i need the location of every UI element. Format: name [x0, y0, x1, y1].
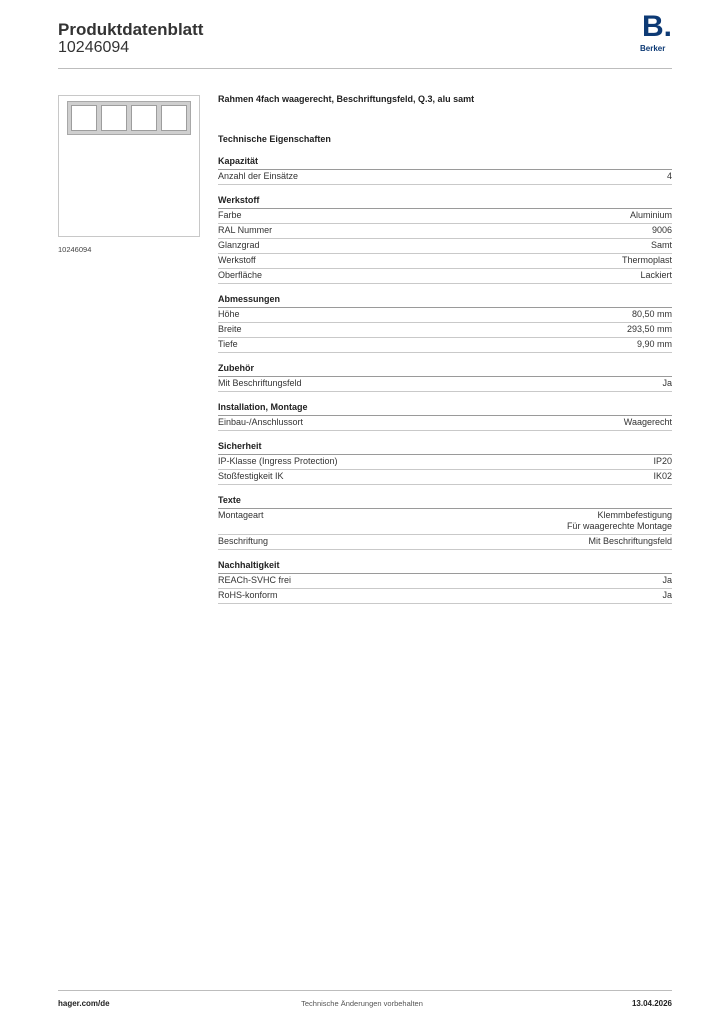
header-divider: [58, 68, 672, 69]
property-row: [218, 509, 672, 535]
group-title: Werkstoff: [218, 195, 672, 209]
product-title: Rahmen 4fach waagerecht, Beschriftungsfeld, Q.3, alu samt: [218, 94, 475, 104]
footer-date: 13.04.2026: [631, 999, 672, 1008]
frame-slot: [161, 105, 187, 131]
property-label: Montageart: [218, 510, 264, 520]
property-value: 293,50 mm: [626, 324, 672, 334]
property-row: [218, 209, 672, 224]
article-number: 10246094: [58, 39, 130, 56]
frame-4fold-icon: [67, 101, 191, 135]
logo-letter: B.: [642, 10, 672, 43]
footer-divider: [58, 990, 672, 991]
property-row: [218, 377, 672, 392]
footer-website: hager.com/de: [58, 999, 110, 1008]
property-label: Glanzgrad: [218, 240, 260, 250]
property-label: RoHS-konform: [218, 590, 278, 600]
property-value: 80,50 mm: [631, 309, 672, 319]
property-groups: [218, 156, 672, 604]
property-row: [218, 224, 672, 239]
property-value: 9006: [651, 225, 672, 235]
property-label: RAL Nummer: [218, 225, 273, 235]
property-label: Werkstoff: [218, 255, 256, 265]
property-group: [218, 402, 672, 431]
property-group: [218, 363, 672, 392]
property-group: [218, 495, 672, 550]
property-row: [218, 269, 672, 284]
property-label: Tiefe: [218, 339, 238, 349]
property-label: Farbe: [218, 210, 242, 220]
logo-text: Berker: [640, 44, 666, 53]
property-row: [218, 254, 672, 269]
property-group: [218, 195, 672, 284]
property-value: Klemmbefestigung Für waagerechte Montage: [566, 510, 672, 531]
property-group: [218, 441, 672, 485]
property-value: IP20: [653, 456, 672, 466]
group-title: Nachhaltigkeit: [218, 560, 672, 574]
property-value: 9,90 mm: [636, 339, 672, 349]
berker-logo: [640, 10, 674, 56]
product-details: [218, 94, 672, 604]
property-value: Ja: [662, 378, 672, 388]
property-row: [218, 170, 672, 185]
property-row: [218, 416, 672, 431]
property-label: Mit Beschriftungsfeld: [218, 378, 302, 388]
property-label: Höhe: [218, 309, 240, 319]
group-title: Zubehör: [218, 363, 672, 377]
property-label: Breite: [218, 324, 242, 334]
property-value: Lackiert: [640, 270, 672, 280]
property-value: Ja: [662, 590, 672, 600]
section-heading: Technische Eigenschaften: [218, 134, 331, 144]
group-title: Abmessungen: [218, 294, 672, 308]
property-value: Aluminium: [629, 210, 672, 220]
property-label: Einbau-/Anschlussort: [218, 417, 304, 427]
property-label: Anzahl der Einsätze: [218, 171, 299, 181]
property-row: [218, 589, 672, 604]
property-group: [218, 294, 672, 353]
property-value: Mit Beschriftungsfeld: [588, 536, 672, 546]
property-label: REACh-SVHC frei: [218, 575, 292, 585]
frame-slot: [71, 105, 97, 131]
property-value: Ja: [662, 575, 672, 585]
property-value: Samt: [650, 240, 672, 250]
property-value: Waagerecht: [623, 417, 672, 427]
group-title: Installation, Montage: [218, 402, 672, 416]
property-group: [218, 156, 672, 185]
product-image: [58, 95, 200, 237]
group-title: Sicherheit: [218, 441, 672, 455]
footer-disclaimer: Technische Änderungen vorbehalten: [301, 999, 423, 1008]
property-value: Thermoplast: [621, 255, 672, 265]
property-row: [218, 323, 672, 338]
property-label: Beschriftung: [218, 536, 269, 546]
image-caption: 10246094: [58, 245, 92, 254]
property-row: [218, 239, 672, 254]
property-row: [218, 470, 672, 485]
property-group: [218, 560, 672, 604]
property-value: IK02: [653, 471, 672, 481]
property-row: [218, 308, 672, 323]
property-row: [218, 338, 672, 353]
group-title: Texte: [218, 495, 672, 509]
page-title: Produktdatenblatt: [58, 20, 204, 39]
property-row: [218, 455, 672, 470]
frame-slot: [101, 105, 127, 131]
property-value: 4: [666, 171, 672, 181]
property-label: Oberfläche: [218, 270, 263, 280]
frame-slot: [131, 105, 157, 131]
property-label: Stoßfestigkeit IK: [218, 471, 284, 481]
property-row: [218, 574, 672, 589]
property-label: IP-Klasse (Ingress Protection): [218, 456, 338, 466]
group-title: Kapazität: [218, 156, 672, 170]
property-row: [218, 535, 672, 550]
